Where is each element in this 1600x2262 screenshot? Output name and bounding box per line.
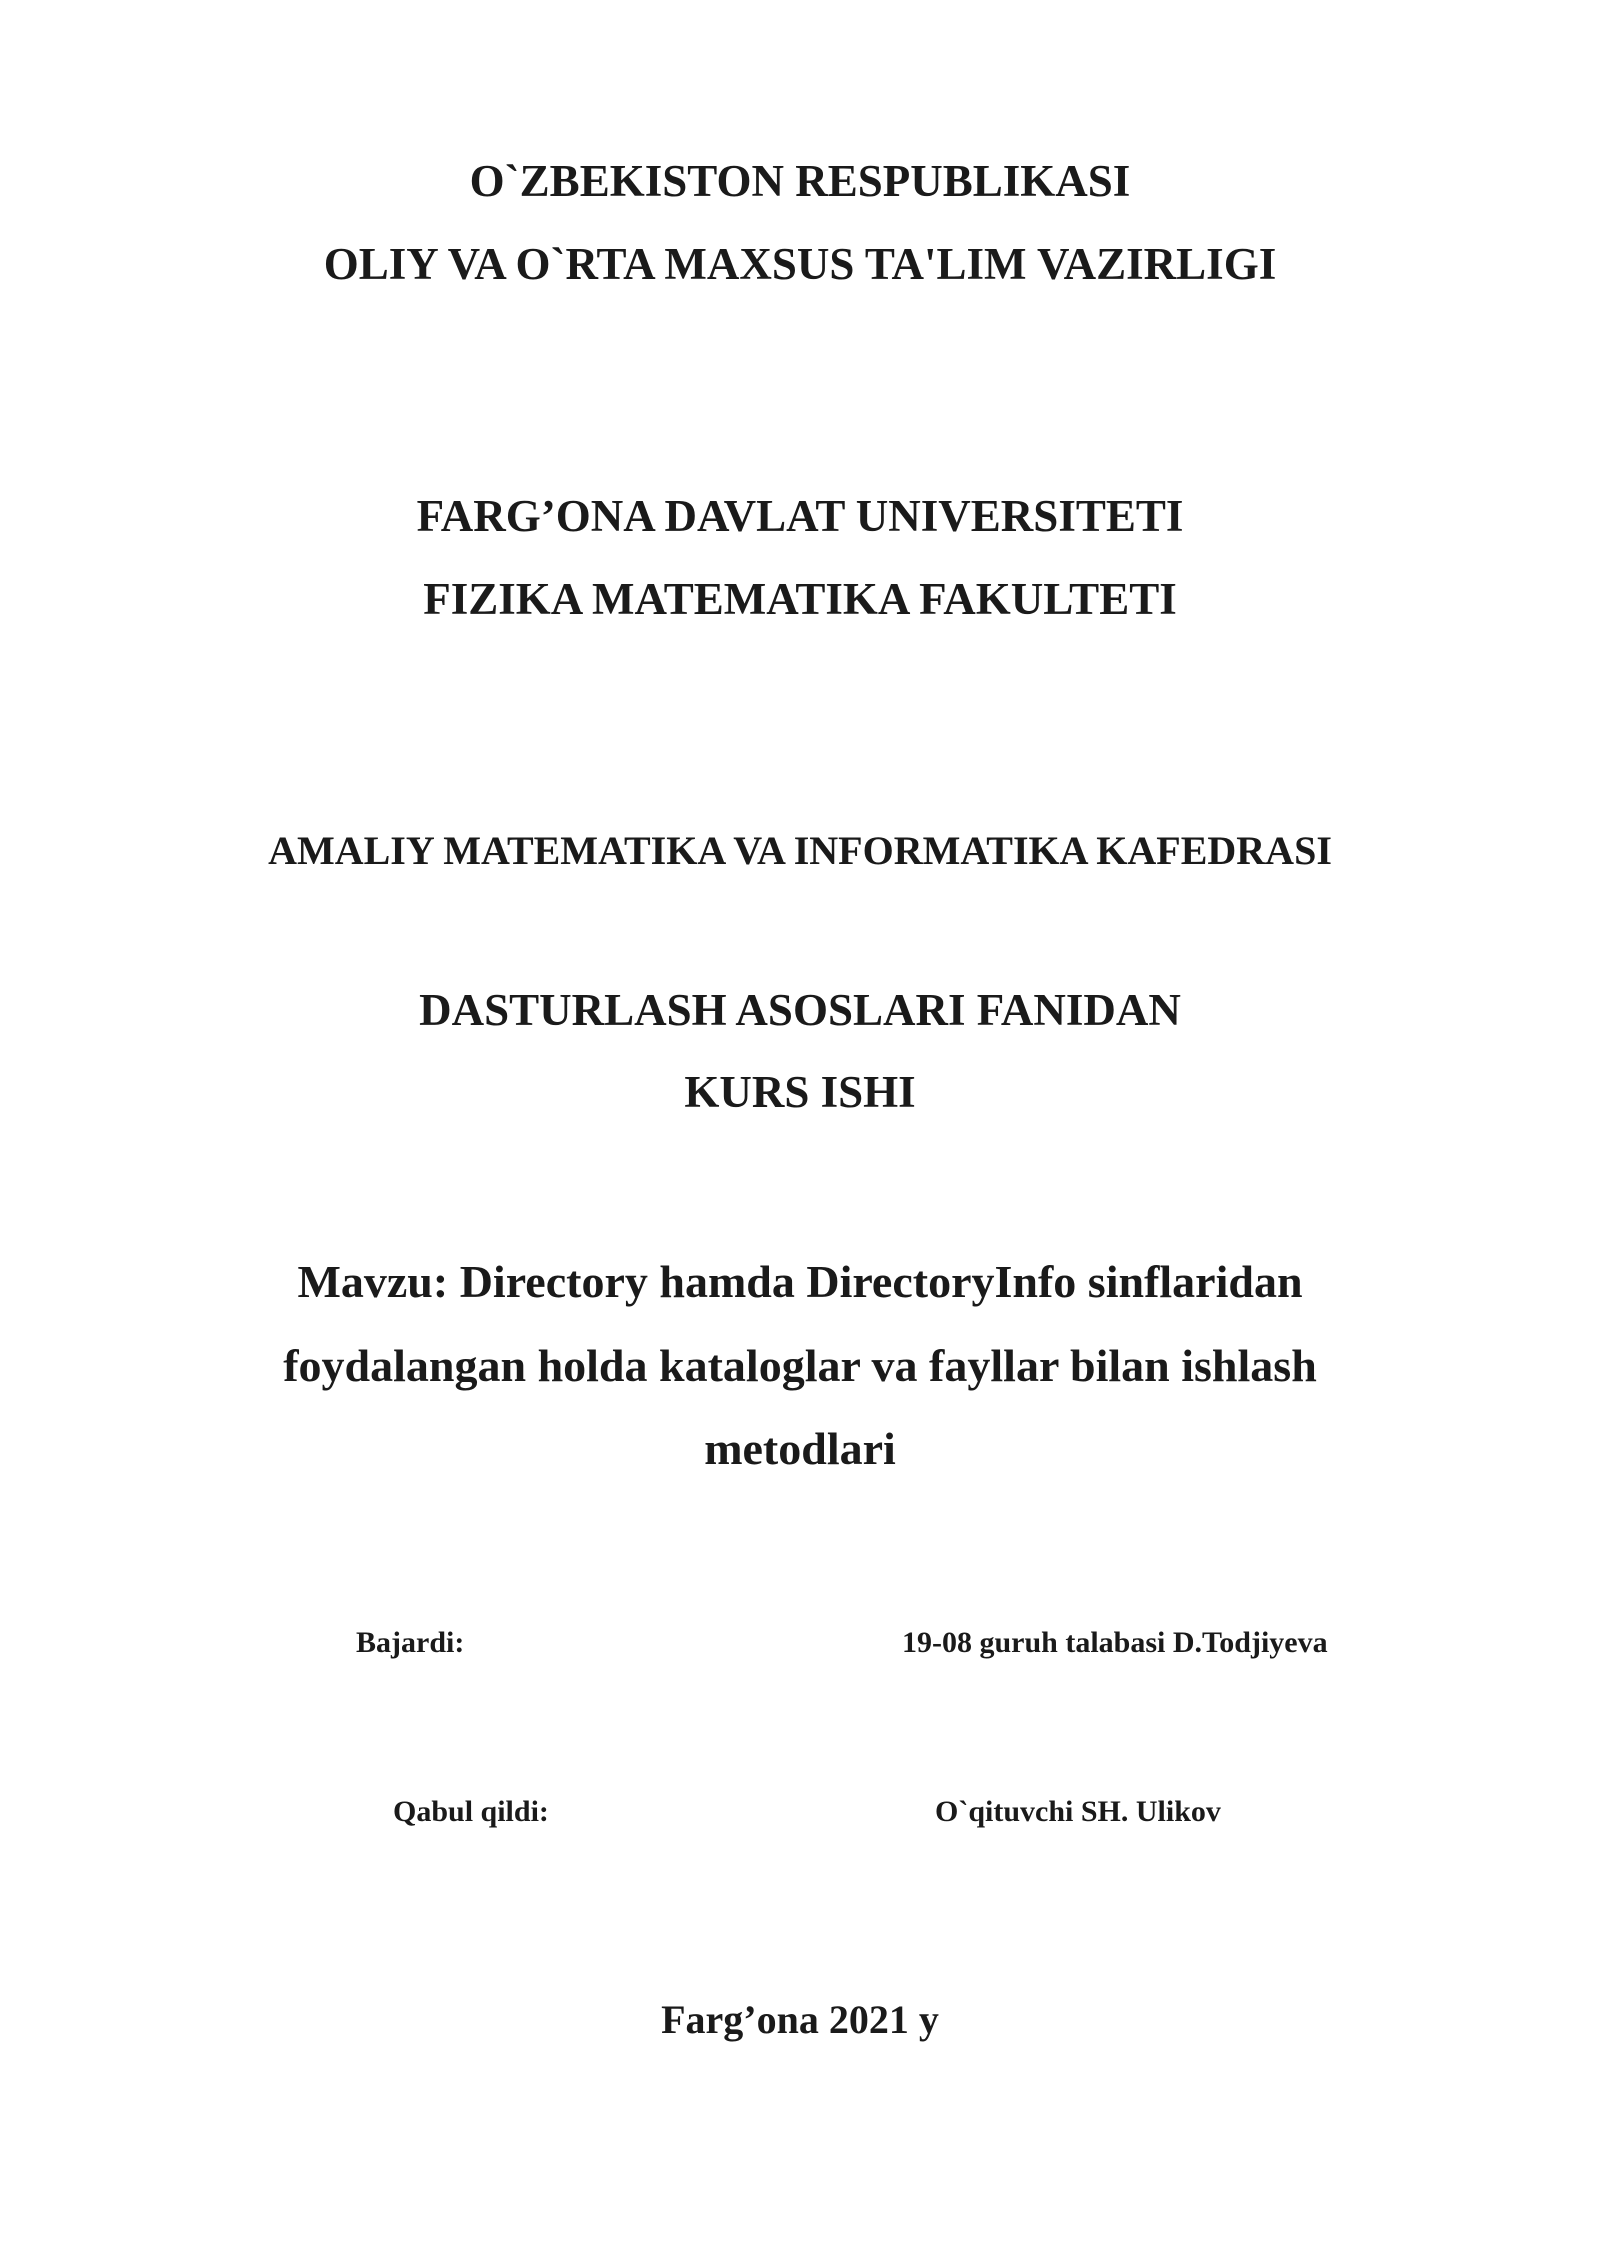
performed-value: 19-08 guruh talabasi D.Todjiyeva [902, 1626, 1328, 1659]
subject-title: DASTURLASH ASOSLARI FANIDAN [419, 985, 1181, 1035]
performed-label: Bajardi: [356, 1626, 465, 1659]
topic-line-2: foydalangan holda kataloglar va fayllar bilan ishlash [283, 1340, 1317, 1391]
ministry-line-2: OLIY VA O`RTA MAXSUS TA'LIM VAZIRLIGI [323, 239, 1277, 289]
topic-line-1: Mavzu: Directory hamda DirectoryInfo sinflaridan [297, 1256, 1303, 1307]
faculty-name: FIZIKA MATEMATIKA FAKULTETI [423, 574, 1177, 624]
accepted-value: O`qituvchi SH. Ulikov [935, 1795, 1221, 1828]
accepted-label: Qabul qildi: [393, 1795, 549, 1828]
university-name: FARG’ONA DAVLAT UNIVERSITETI [416, 491, 1184, 541]
topic-line-3: metodlari [704, 1423, 896, 1474]
work-type: KURS ISHI [684, 1067, 916, 1117]
department-name: AMALIY MATEMATIKA VA INFORMATIKA KAFEDRASI [268, 828, 1332, 873]
place-year: Farg’ona 2021 y [661, 1997, 939, 2042]
ministry-line-1: O`ZBEKISTON RESPUBLIKASI [469, 156, 1131, 206]
